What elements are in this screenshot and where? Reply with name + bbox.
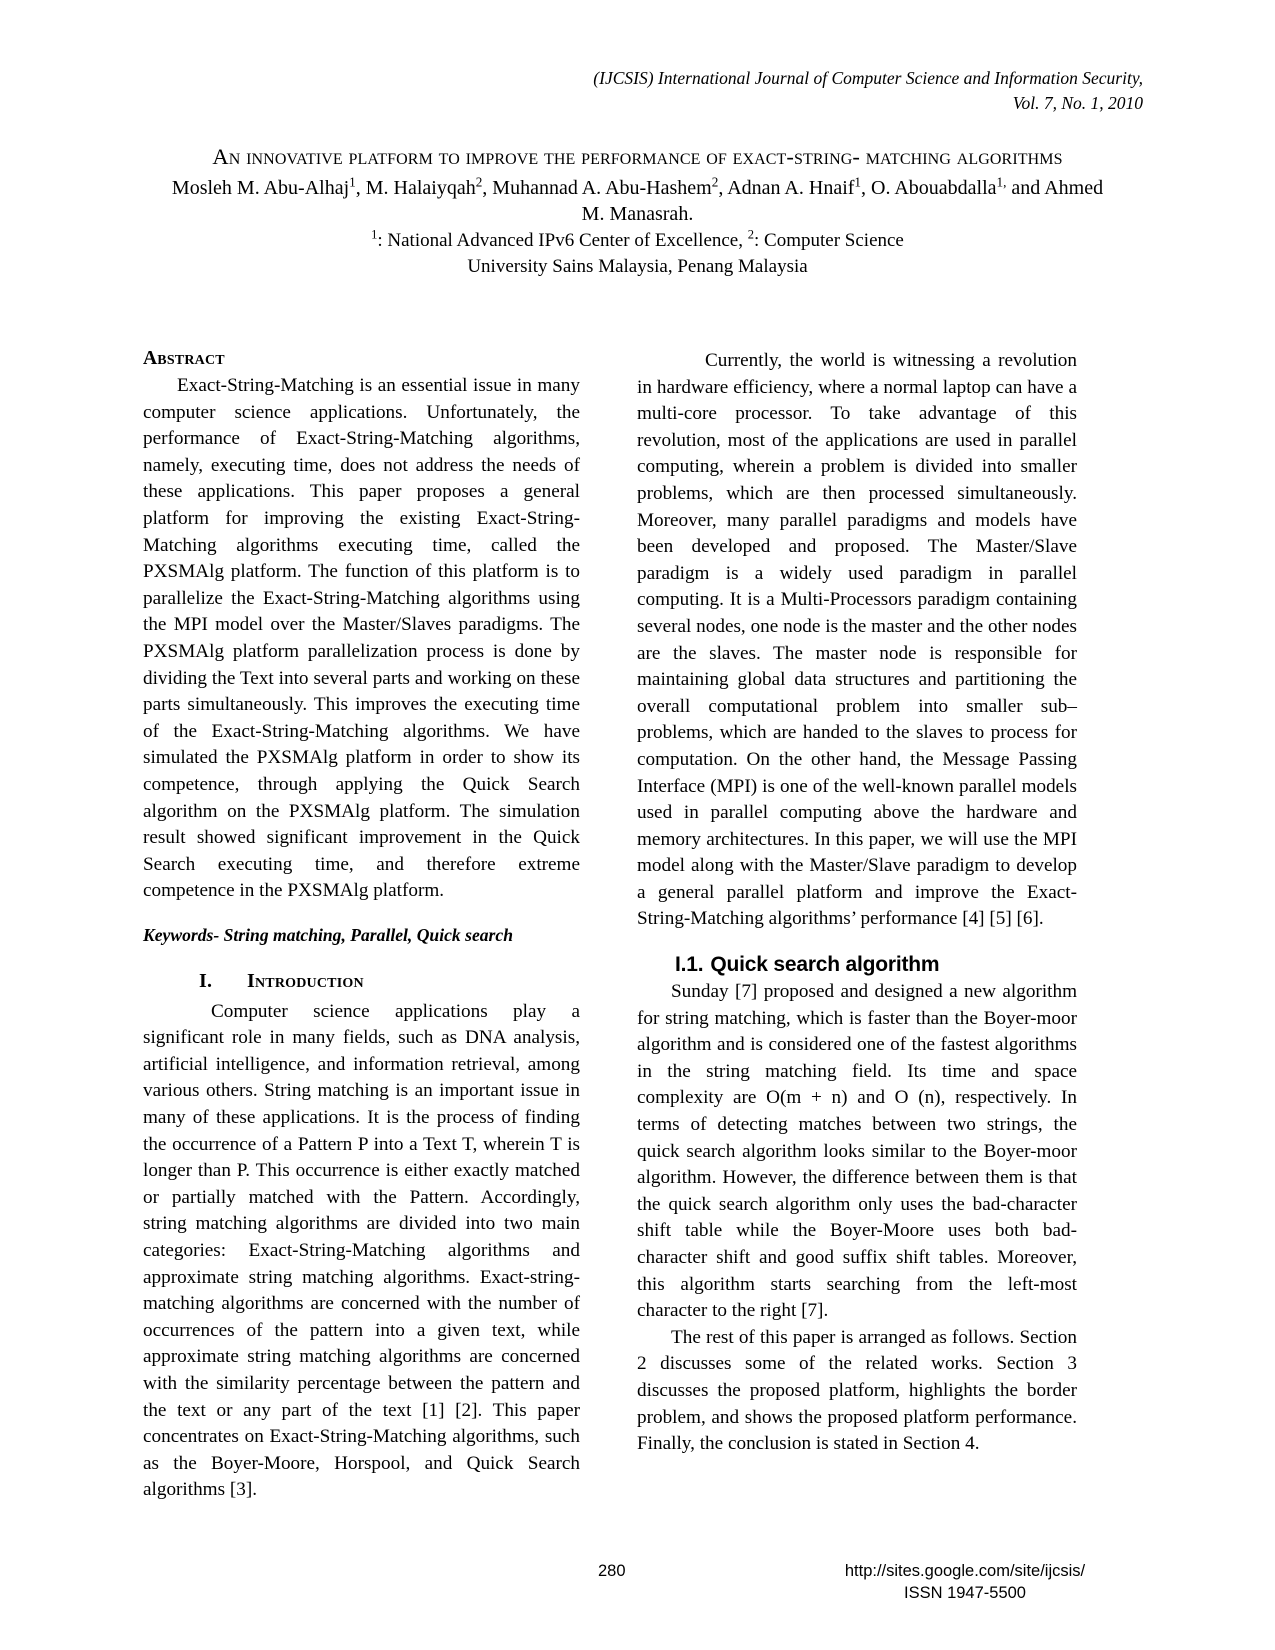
column-left bbox=[143, 348, 580, 1504]
affiliation-marker-2: 2 bbox=[747, 227, 755, 242]
journal-url: http://sites.google.com/site/ijcsis/ bbox=[844, 1562, 1086, 1580]
author-1-affil-marker: 1 bbox=[349, 174, 356, 190]
introduction-paragraph: Computer science applications play a significant role in many fields, such as DNA analysis, artificial intelligence, and information retrieval, among various others. String matching is an important issue in many of these applications. It is the process of finding the occurrence of a Pattern P into a Text T, wherein T is longer than P. This occurrence is either exactly matched or partially matched with the Pattern. Accordingly, string matching algorithms are divided into two main categories: Exact-String-Matching algorithms and approximate string matching algorithms. Exact-string-matching algorithms are concerned with the number of occurrences of the pattern into a given text, while approximate string matching algorithms are concerned with the similarity percentage between the pattern and the text or any part of the text [1] [2]. This paper concentrates on Exact-String-Matching algorithms, such as the Boyer-Moore, Horspool, and Quick Search algorithms [3]. bbox=[143, 1000, 580, 1501]
affiliation-line-1 bbox=[140, 228, 1135, 254]
author-3-prefix: , Muhannad A. Abu-Hashem bbox=[482, 176, 712, 199]
section-number: I. bbox=[199, 969, 213, 992]
author-4-prefix: , Adnan A. Hnaif bbox=[718, 176, 855, 199]
author-3-affil-marker: 2 bbox=[711, 174, 719, 190]
affiliation-text-1: : National Advanced IPv6 Center of Excellence, bbox=[377, 229, 748, 251]
page-title bbox=[140, 141, 1135, 173]
author-4-affil-marker: 1 bbox=[854, 174, 861, 190]
subsection-heading-quick-search bbox=[637, 953, 1077, 977]
section-heading-introduction bbox=[143, 970, 580, 993]
running-head-line-1: (IJCSIS) International Journal of Computer Science and Information Security, bbox=[593, 68, 1143, 88]
subsection-number: I.1. bbox=[675, 953, 704, 977]
author-6-prefix: and Ahmed bbox=[1006, 176, 1104, 199]
author-5-prefix: , O. Abouabdalla bbox=[861, 176, 997, 199]
right-paragraph-1: Currently, the world is witnessing a revolution in hardware efficiency, where a normal laptop can have a multi-core processor. To take advantage of this revolution, most of the applications are used in parallel computing, wherein a problem is divided into smaller problems, which are then processed simultaneously. Moreover, many parallel paradigms and models have been developed and proposed. The Master/Slave paradigm is a widely used paradigm in parallel computing. It is a Multi-Processors paradigm containing several nodes, one node is the master and the other nodes are the slaves. The master node is responsible for maintaining global data structures and partitioning the overall computational problem into smaller sub–problems, which are handed to the slaves to process for computation. On the other hand, the Message Passing Interface (MPI) is one of the well-known parallel models used in parallel computing above the hardware and memory architectures. In this paper, we will use the MPI model along with the Master/Slave paradigm to develop a general parallel platform and improve the Exact-String-Matching algorithms’ performance [4] [5] [6]. bbox=[637, 350, 1077, 930]
keywords-line: Keywords- String matching, Parallel, Quick search bbox=[143, 924, 513, 945]
author-5-affil-marker: 1, bbox=[996, 174, 1007, 190]
column-right bbox=[637, 348, 1077, 1458]
abstract-paragraph: Exact-String-Matching is an essential issue in many computer science applications. Unfortunately, the performance of Exact-String-Matching algorithms, namely, executing time, does not address the needs of these applications. This paper proposes a general platform for improving the existing Exact-String-Matching algorithms executing time, called the PXSMAlg platform. The function of this platform is to parallelize the Exact-String-Matching algorithms using the MPI model over the Master/Slaves paradigms. The PXSMAlg platform parallelization process is done by dividing the Text into several parts and working on these parts simultaneously. This improves the executing time of the Exact-String-Matching algorithms. We have simulated the PXSMAlg platform in order to show its competence, through applying the Quick Search algorithm on the PXSMAlg platform. The simulation result showed significant improvement in the Quick Search executing time, and therefore extreme competence in the PXSMAlg platform. bbox=[143, 375, 580, 902]
page-number: 280 bbox=[598, 1562, 626, 1580]
author-list-line-2: M. Manasrah. bbox=[581, 202, 694, 225]
author-2-prefix: , M. Halaiyqah bbox=[355, 176, 476, 199]
right-paragraph-3: The rest of this paper is arranged as follows. Section 2 discusses some of the related works. Section 3 discusses the proposed platform, highlights the border problem, and shows the proposed platform performance. Finally, the conclusion is stated in Section 4. bbox=[637, 1326, 1077, 1455]
subsection-title: Quick search algorithm bbox=[710, 953, 940, 977]
running-head-line-2: Vol. 7, No. 1, 2010 bbox=[1012, 92, 1143, 113]
paper-title-line-2: matching algorithms bbox=[865, 144, 1063, 169]
title-block bbox=[140, 141, 1135, 280]
journal-issn: ISSN 1947-5500 bbox=[903, 1584, 1026, 1603]
abstract-heading: Abstract bbox=[143, 348, 225, 369]
section-title: Introduction bbox=[247, 969, 364, 992]
author-list bbox=[140, 175, 1135, 227]
affiliation-block bbox=[140, 228, 1135, 280]
right-paragraph-2: Sunday [7] proposed and designed a new algorithm for string matching, which is faster than the Boyer-moor algorithm and is considered one of the fastest algorithms in the string matching field. Its time and space complexity are O(m + n) and O (n), respectively. In terms of detecting matches between two strings, the quick search algorithm looks similar to the Boyer-moor algorithm. However, the difference between them is that the quick search algorithm only uses the bad-character shift table while the Boyer-Moore uses both bad-character shift and good suffix shift tables. Moreover, this algorithm starts searching from the left-most character to the right [7]. bbox=[637, 981, 1077, 1322]
affiliation-text-2: : Computer Science bbox=[754, 229, 904, 251]
author-2-affil-marker: 2 bbox=[475, 174, 483, 190]
affiliation-marker-1: 1 bbox=[371, 227, 378, 242]
running-head bbox=[443, 66, 1143, 116]
affiliation-line-2: University Sains Malaysia, Penang Malaysia bbox=[467, 256, 808, 278]
author-1: Mosleh M. Abu-Alhaj bbox=[171, 176, 350, 199]
publication-info bbox=[840, 1560, 1090, 1604]
paper-title-line-1: An innovative platform to improve the performance of exact-string- bbox=[212, 144, 860, 169]
